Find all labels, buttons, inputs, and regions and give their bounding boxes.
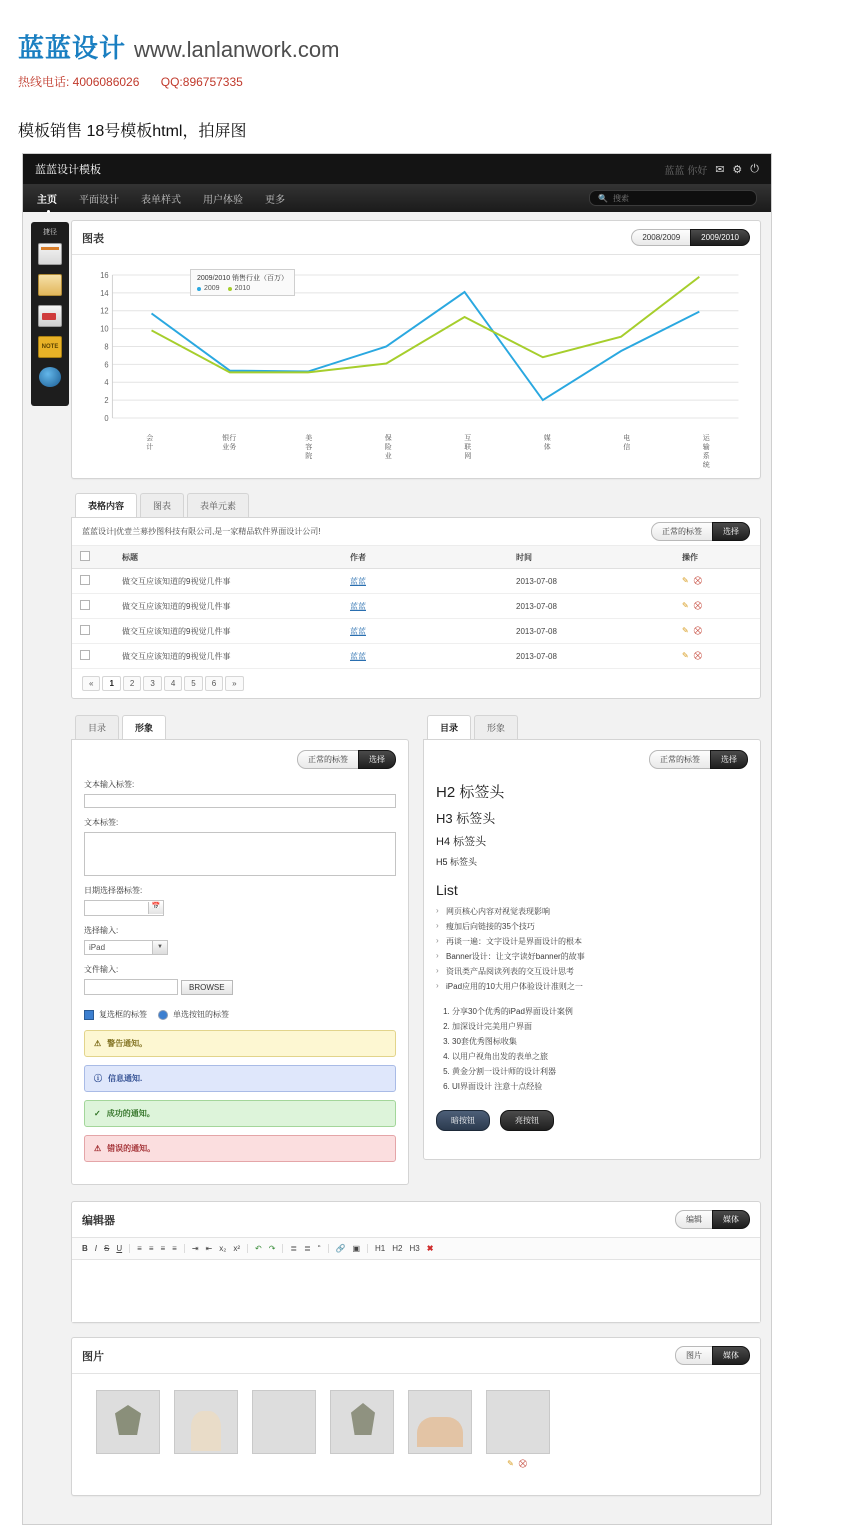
text-input-label: 文本输入标签: xyxy=(84,780,135,789)
typo-normal-tag-button[interactable]: 正常的标签 xyxy=(649,750,711,769)
form-toggle xyxy=(297,750,396,769)
gear-icon[interactable]: ⚙ xyxy=(732,163,743,176)
list-item[interactable]: 2. 加深设计完美用户界面 xyxy=(452,1021,748,1032)
image-icon[interactable]: ▣ xyxy=(352,1244,361,1253)
dark-button[interactable]: 暗按钮 xyxy=(436,1110,490,1131)
row-author xyxy=(342,594,508,619)
form-panel xyxy=(71,739,409,1185)
legend-row xyxy=(197,285,288,292)
calendar-icon[interactable]: 📅 xyxy=(148,902,163,914)
table-section xyxy=(71,493,761,699)
tab-chart[interactable]: 图表 xyxy=(140,493,184,517)
nav-items xyxy=(37,191,285,206)
chart-x-labels xyxy=(110,434,746,470)
choice-row xyxy=(84,1009,396,1020)
book-icon[interactable] xyxy=(38,274,62,296)
table-notice: 蓝蓝设计|优壹兰募抄图科技有限公司,是一家精品软件界面设计公司! xyxy=(82,527,321,536)
form-column xyxy=(71,715,409,1185)
file-input-row xyxy=(84,979,396,995)
row-checkbox-cell[interactable] xyxy=(72,619,114,644)
col-title: 标题 xyxy=(114,546,342,569)
ocean-sunset-photo[interactable] xyxy=(486,1390,550,1454)
row-checkbox-cell[interactable] xyxy=(72,594,114,619)
x-label: 媒 体 xyxy=(543,435,551,451)
col-time: 时间 xyxy=(508,546,674,569)
alert-info-text: 信息通知. xyxy=(108,1074,143,1083)
svg-text:6: 6 xyxy=(104,360,109,370)
line-chart xyxy=(86,267,746,432)
list-item[interactable]: › 网页核心内容对视觉表现影响 xyxy=(436,906,748,917)
date-label: 日期选择器标签: xyxy=(84,886,143,895)
table-row[interactable] xyxy=(72,594,760,619)
image-toggle xyxy=(675,1346,750,1365)
chart-panel xyxy=(71,220,761,479)
castle-photo-2[interactable] xyxy=(330,1390,394,1454)
row-author xyxy=(342,644,508,669)
x-label: 互 联 网 xyxy=(464,435,472,460)
row-time: 2013-07-08 xyxy=(508,619,674,644)
user-greeting[interactable]: 蓝蓝 你好 xyxy=(664,165,708,177)
svg-text:4: 4 xyxy=(104,378,109,388)
row-actions xyxy=(674,619,760,644)
undo-icon[interactable]: ↶ xyxy=(255,1244,262,1253)
align-right-icon[interactable]: ≡ xyxy=(160,1244,166,1253)
svg-text:10: 10 xyxy=(100,324,109,334)
image-panel xyxy=(71,1337,761,1496)
app-topbar xyxy=(23,154,771,184)
typo-select-button[interactable]: 选择 xyxy=(710,750,748,769)
app-title: 蓝蓝设计模板 xyxy=(35,164,101,176)
form-tabs xyxy=(71,715,409,739)
chart-range-2008-2009[interactable]: 2008/2009 xyxy=(631,229,691,246)
delete-icon[interactable]: ⛒ xyxy=(693,651,702,660)
select-all-header[interactable] xyxy=(72,546,114,569)
svg-text:14: 14 xyxy=(100,288,109,298)
row-checkbox-cell[interactable] xyxy=(72,644,114,669)
table-toggle xyxy=(651,522,750,541)
list-item[interactable]: 3. 30套优秀图标收集 xyxy=(452,1036,748,1047)
delete-icon[interactable]: ⛒ xyxy=(693,601,702,610)
page-prev[interactable]: « xyxy=(82,676,100,691)
editor-edit-button[interactable]: 编辑 xyxy=(675,1210,713,1229)
page-4[interactable]: 4 xyxy=(164,676,182,691)
list-item[interactable]: 6. UI界面设计 注意十点经验 xyxy=(452,1081,748,1092)
link-icon[interactable]: 🔗 xyxy=(335,1244,346,1253)
data-table xyxy=(72,546,760,669)
underline-icon[interactable]: U xyxy=(116,1244,123,1253)
editor-textarea[interactable] xyxy=(72,1260,760,1322)
nav-item-graphic[interactable]: 平面设计 xyxy=(79,194,119,206)
col-author: 作者 xyxy=(342,546,508,569)
tab-table-content[interactable]: 表格内容 xyxy=(75,493,137,517)
list-item[interactable]: 1. 分享30个优秀的iPad界面设计案例 xyxy=(452,1006,748,1017)
italic-icon[interactable]: I xyxy=(94,1244,98,1253)
note-icon[interactable]: NOTE xyxy=(38,336,62,358)
edit-icon[interactable]: ✎ xyxy=(682,576,689,585)
warning-icon: ⚠ xyxy=(94,1039,102,1048)
row-title: 做交互应该知道的9视觉几件事 xyxy=(114,619,342,644)
chevron-down-icon[interactable]: ▼ xyxy=(152,941,167,954)
thumbnail-actions xyxy=(486,1459,548,1469)
main-content xyxy=(69,212,771,1524)
sidebar-inner xyxy=(31,222,69,406)
page-2[interactable]: 2 xyxy=(123,676,141,691)
row-checkbox[interactable] xyxy=(80,650,90,660)
heading-h3: H3 标签头 xyxy=(436,811,496,826)
page-next[interactable]: » xyxy=(225,676,243,691)
chart-range-toggle xyxy=(631,229,750,246)
globe-icon[interactable] xyxy=(39,367,61,387)
select-all-checkbox[interactable] xyxy=(80,551,90,561)
legend-entry-2009: 2009 xyxy=(197,285,220,292)
row-checkbox[interactable] xyxy=(80,575,90,585)
list-item[interactable]: › iPad应用的10大用户体验设计准则之一 xyxy=(436,981,748,992)
col-actions: 操作 xyxy=(674,546,760,569)
alert-warning xyxy=(84,1030,396,1057)
thumbnail-item[interactable] xyxy=(330,1390,392,1469)
table-normal-tag-button[interactable]: 正常的标签 xyxy=(651,522,713,541)
numbered-list xyxy=(436,1006,748,1092)
author-link[interactable]: 蓝蓝 xyxy=(350,576,366,586)
x-label: 运 输 系 统 xyxy=(702,435,710,469)
row-author xyxy=(342,569,508,594)
legend-entry-2010: 2010 xyxy=(228,285,251,292)
thumbnail-item[interactable] xyxy=(486,1390,548,1469)
svg-text:0: 0 xyxy=(104,413,109,424)
radio-label: 单选按钮的标签 xyxy=(173,1010,229,1019)
alert-success-text: 成功的通知。 xyxy=(106,1109,155,1118)
ol-icon[interactable]: ≣ xyxy=(290,1244,298,1253)
align-left-icon[interactable]: ≡ xyxy=(137,1244,142,1253)
image-images-button[interactable]: 图片 xyxy=(675,1346,713,1365)
nav-item-home[interactable]: 主页 xyxy=(37,191,57,206)
ul-icon[interactable]: ≣ xyxy=(304,1244,311,1253)
row-author xyxy=(342,619,508,644)
chart-wrap xyxy=(72,255,760,478)
search-input[interactable] xyxy=(589,190,757,206)
row-checkbox-cell[interactable] xyxy=(72,569,114,594)
alert-error xyxy=(84,1135,396,1162)
textarea-field[interactable] xyxy=(84,832,396,876)
x-label: 保 险 业 xyxy=(384,435,392,460)
checkbox-input[interactable] xyxy=(84,1010,94,1020)
page-6[interactable]: 6 xyxy=(205,676,223,691)
table-row[interactable] xyxy=(72,569,760,594)
editor-toolbar xyxy=(72,1238,760,1260)
brand-contact xyxy=(18,73,854,90)
window-icon[interactable] xyxy=(38,243,62,265)
h1-icon[interactable]: H1 xyxy=(375,1244,386,1253)
alert-info xyxy=(84,1065,396,1092)
thumbnail-item[interactable] xyxy=(252,1390,314,1469)
edit-icon[interactable]: ✎ xyxy=(507,1459,514,1468)
editor-toggle xyxy=(675,1210,750,1229)
light-button[interactable]: 亮按钮 xyxy=(500,1110,554,1131)
alert-error-text: 错误的通知。 xyxy=(107,1144,156,1153)
checkbox-label: 复选框的标签 xyxy=(99,1010,147,1019)
list-item[interactable]: › 瘦加后向链接的35个技巧 xyxy=(436,921,748,932)
svg-text:16: 16 xyxy=(100,270,109,281)
page-1[interactable]: 1 xyxy=(102,676,120,691)
list-item[interactable]: › Banner设计：让文字读好banner的故事 xyxy=(436,951,748,962)
search-placeholder: 搜索 xyxy=(612,193,629,203)
edit-icon[interactable]: ✎ xyxy=(682,601,689,610)
thumbnail-strip xyxy=(72,1374,760,1495)
page-5[interactable]: 5 xyxy=(184,676,202,691)
date-picker-field[interactable] xyxy=(84,900,164,916)
hotline-text: 热线电话: 4006086026 xyxy=(18,75,140,89)
typography-column xyxy=(423,715,761,1185)
strikethrough-icon[interactable]: S xyxy=(104,1244,110,1253)
sidebar-label: 捷径 xyxy=(43,229,57,236)
browse-button[interactable]: BROWSE xyxy=(181,980,233,995)
brand-line xyxy=(18,28,854,65)
row-time: 2013-07-08 xyxy=(508,594,674,619)
mail-icon[interactable]: ✉ xyxy=(715,163,725,176)
delete-icon[interactable]: ⛒ xyxy=(693,576,702,585)
chart-panel-title: 图表 xyxy=(82,232,104,245)
h3-icon[interactable]: H3 xyxy=(409,1244,420,1253)
chart-area xyxy=(86,267,746,432)
x-label: 银行 业务 xyxy=(222,435,237,451)
chart-legend xyxy=(190,269,295,296)
clear-icon[interactable]: ✖ xyxy=(426,1244,434,1253)
info-icon: ⓘ xyxy=(94,1074,102,1083)
row-time: 2013-07-08 xyxy=(508,569,674,594)
check-icon: ✓ xyxy=(94,1109,101,1118)
radio-input[interactable] xyxy=(158,1010,168,1020)
site-branding xyxy=(0,0,854,90)
typography-panel xyxy=(423,739,761,1160)
list-item[interactable]: 4. 以用户视角出发的表单之旅 xyxy=(452,1051,748,1062)
chart-range-2009-2010[interactable]: 2009/2010 xyxy=(690,229,750,246)
table-select-button[interactable]: 选择 xyxy=(712,522,750,541)
file-label: 文件输入: xyxy=(84,965,119,974)
text-input-field[interactable] xyxy=(84,794,396,808)
thumbnail-item[interactable] xyxy=(174,1390,236,1469)
alert-warning-text: 警告通知。 xyxy=(107,1039,148,1048)
delete-icon[interactable]: ⛒ xyxy=(693,626,702,635)
author-link[interactable]: 蓝蓝 xyxy=(350,651,366,661)
x-label: 会 计 xyxy=(146,435,154,451)
select-value: iPad xyxy=(89,943,106,952)
outdent-icon[interactable]: ⇤ xyxy=(205,1244,213,1253)
pill-row xyxy=(436,1110,748,1131)
bold-icon[interactable]: B xyxy=(82,1244,88,1253)
superscript-icon[interactable]: x² xyxy=(233,1244,241,1253)
topbar-right xyxy=(664,162,759,177)
tab-typo-catalog[interactable]: 目录 xyxy=(427,715,471,739)
app-window xyxy=(22,153,772,1525)
form-select-button[interactable]: 选择 xyxy=(358,750,396,769)
svg-text:12: 12 xyxy=(100,306,109,316)
list-item[interactable]: › 资讯类产品阅读列表的交互设计思考 xyxy=(436,966,748,977)
alert-success xyxy=(84,1100,396,1127)
image-header xyxy=(72,1338,760,1374)
two-column-section xyxy=(71,715,761,1185)
h2-icon[interactable]: H2 xyxy=(392,1244,403,1253)
image-media-button[interactable]: 媒体 xyxy=(712,1346,750,1365)
pagination xyxy=(72,669,760,698)
castle-photo[interactable] xyxy=(96,1390,160,1454)
error-icon: ⚠ xyxy=(94,1144,102,1153)
list-item[interactable]: › 再谈一遍：文字设计是界面设计的根本 xyxy=(436,936,748,947)
app-body xyxy=(23,212,771,1524)
brand-url: www.lanlanwork.com xyxy=(134,37,340,62)
search-icon: 🔍 xyxy=(598,193,608,203)
list-title: List xyxy=(436,882,458,898)
image-title: 图片 xyxy=(82,1350,104,1363)
table-tabpanel xyxy=(71,517,761,699)
author-link[interactable]: 蓝蓝 xyxy=(350,601,366,611)
select-field[interactable] xyxy=(84,940,168,955)
edit-icon[interactable]: ✎ xyxy=(682,651,689,660)
tab-form-image[interactable]: 形象 xyxy=(122,715,166,739)
row-actions xyxy=(674,594,760,619)
align-justify-icon[interactable]: ≡ xyxy=(172,1244,177,1253)
group-photo[interactable] xyxy=(408,1390,472,1454)
typo-toolbar xyxy=(436,750,748,769)
x-label: 电 信 xyxy=(623,435,631,451)
row-actions xyxy=(674,644,760,669)
sunset-photo[interactable] xyxy=(252,1390,316,1454)
arrow-list xyxy=(436,906,748,992)
heading-h5: H5 标签头 xyxy=(436,857,478,867)
tab-typo-image[interactable]: 形象 xyxy=(474,715,518,739)
brand-logo: 蓝蓝设计 xyxy=(18,33,127,63)
table-header-row xyxy=(72,546,760,569)
nav-item-ux[interactable]: 用户体验 xyxy=(203,194,243,206)
thumbnail-item[interactable] xyxy=(408,1390,470,1469)
paint-icon[interactable] xyxy=(38,305,62,327)
table-tabs xyxy=(71,493,761,517)
power-icon[interactable]: ⏻ xyxy=(750,162,759,175)
svg-text:8: 8 xyxy=(104,342,109,352)
page-3[interactable]: 3 xyxy=(143,676,161,691)
select-label: 选择输入: xyxy=(84,926,119,935)
qq-text: QQ:896757335 xyxy=(160,75,243,89)
tab-form-catalog[interactable]: 目录 xyxy=(75,715,119,739)
typo-tabs xyxy=(423,715,761,739)
indent-icon[interactable]: ⇥ xyxy=(191,1244,199,1253)
nav-item-more[interactable]: 更多 xyxy=(265,194,285,206)
editor-panel xyxy=(71,1201,761,1323)
editor-header xyxy=(72,1202,760,1238)
svg-text:2: 2 xyxy=(104,395,109,406)
table-notice-row xyxy=(72,518,760,546)
table-row[interactable] xyxy=(72,619,760,644)
x-label: 美 容 院 xyxy=(305,435,313,460)
row-actions xyxy=(674,569,760,594)
heading-h4: H4 标签头 xyxy=(436,836,487,848)
thumbnail-item[interactable] xyxy=(96,1390,158,1469)
delete-icon[interactable]: ⛒ xyxy=(518,1459,527,1468)
sidebar xyxy=(23,212,69,1524)
quote-icon[interactable]: “ xyxy=(317,1244,321,1253)
row-time: 2013-07-08 xyxy=(508,644,674,669)
redo-icon[interactable]: ↷ xyxy=(268,1244,276,1253)
form-normal-tag-button[interactable]: 正常的标签 xyxy=(297,750,359,769)
table-row[interactable] xyxy=(72,644,760,669)
tab-form-elements[interactable]: 表单元素 xyxy=(187,493,249,517)
row-title: 做交互应该知道的9视觉几件事 xyxy=(114,594,342,619)
editor-media-button[interactable]: 媒体 xyxy=(712,1210,750,1229)
subscript-icon[interactable]: x₂ xyxy=(219,1244,227,1253)
textarea-label: 文本标签: xyxy=(84,818,119,827)
edit-icon[interactable]: ✎ xyxy=(682,626,689,635)
row-title: 做交互应该知道的9视觉几件事 xyxy=(114,644,342,669)
bride-photo[interactable] xyxy=(174,1390,238,1454)
list-item[interactable]: 5. 黄金分割一设计师的设计利器 xyxy=(452,1066,748,1077)
page-title: 模板销售 18号模板html，拍屏图 xyxy=(18,123,247,140)
row-checkbox[interactable] xyxy=(80,625,90,635)
author-link[interactable]: 蓝蓝 xyxy=(350,626,366,636)
form-toolbar xyxy=(84,750,396,769)
chart-panel-header xyxy=(72,221,760,255)
row-title: 做交互应该知道的9视觉几件事 xyxy=(114,569,342,594)
app-navbar xyxy=(23,184,771,212)
editor-title: 编辑器 xyxy=(82,1214,115,1227)
align-center-icon[interactable]: ≡ xyxy=(148,1244,154,1253)
file-input-field[interactable] xyxy=(84,979,178,995)
nav-item-forms[interactable]: 表单样式 xyxy=(141,194,181,206)
typo-toggle xyxy=(649,750,748,769)
chart-title: 2009/2010 销售行业（百万） xyxy=(197,275,289,282)
heading-h2: H2 标签头 xyxy=(436,784,505,801)
row-checkbox[interactable] xyxy=(80,600,90,610)
